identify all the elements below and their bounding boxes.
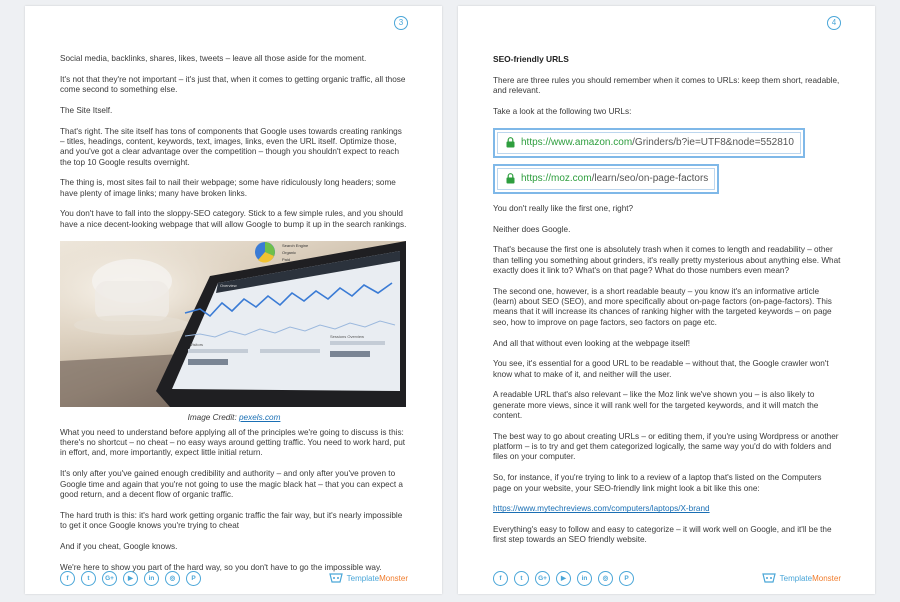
paragraph: Neither does Google. [493, 224, 571, 234]
page-footer [60, 571, 408, 587]
page-footer [493, 571, 841, 587]
caption-link[interactable]: pexels.com [239, 412, 281, 422]
paragraph: The thing is, most sites fail to nail their webpage; some have ridiculously long headers; some have plenty of image links; many have broken links. [60, 178, 396, 198]
instagram-icon[interactable]: ◎ [165, 571, 180, 586]
brand-name-part2: Monster [379, 573, 408, 583]
paragraph: The best way to go about creating URLs – or editing them, if you're using Wordpress or another platform – is to try and get them categorized logically, the same way you'd do with folders and files on your computer. [493, 431, 839, 462]
tablet-illustration [60, 241, 406, 407]
youtube-icon[interactable]: ▶ [556, 571, 571, 586]
brand-name-part1: Template [779, 573, 813, 583]
paragraph: The second one, however, is a short readable beauty – you know it's an informative article (learn) about SEO (SEO), and more specifically about on-page factors (on-page-factors). This means that it will increase its chances of ranking higher with the targeted keywords – on page seo, how to improve on page factors, seo factors on page etc. [493, 286, 832, 327]
social-icons [60, 571, 201, 586]
paragraph: There are three rules you should remember when it comes to URLs: keep them short, readable, and relevant. [493, 76, 840, 96]
google-plus-icon[interactable]: G+ [102, 571, 117, 586]
paragraph: It's only after you've gained enough credibility and authority – and only after you've proven to Google time and again that you're not going to use the magic black hat – that you can expect a good return, and a decent flow of organic traffic. [60, 469, 403, 499]
screen-label: Sessions Overview [330, 333, 365, 339]
page-content [60, 54, 408, 583]
lock-icon [506, 137, 515, 148]
monster-logo-icon [329, 573, 343, 583]
paragraph: You don't have to fall into the sloppy-SEO category. Stick to a few simple rules, and you should have a nice decent-looking webpage that will allow Google to bump it up in the search rankings. [60, 209, 407, 229]
screen-label: Paid [282, 256, 291, 262]
pinterest-icon[interactable]: P [186, 571, 201, 586]
facebook-icon[interactable]: f [493, 571, 508, 586]
pinterest-icon[interactable]: P [619, 571, 634, 586]
linkedin-icon[interactable]: in [144, 571, 159, 586]
paragraph: A readable URL that's also relevant – like the Moz link we've shown you – is also likely to generate more views, since it will rank well for the targeted keywords, and it will match the content. [493, 390, 819, 421]
paragraph: You don't really like the first one, right? [493, 203, 634, 213]
paragraph: You see, it's essential for a good URL to be readable – without that, the Google crawler won't know what to make of it, and neither will the user. [493, 359, 829, 379]
example-url-link[interactable]: https://www.mytechreviews.com/computers/laptops/X-brand [493, 504, 710, 514]
paragraph: That's because the first one is absolutely trash when it comes to length and readability – other than telling you something about grinders, it's really pretty mysterious about anything else. What exactly does it link to? What's on that page? What do those numbers even mean? [493, 245, 841, 276]
url-path: /Grinders/b?ie=UTF8&node=552810 [632, 137, 794, 149]
url-path: /learn/seo/on-page-factors [591, 173, 709, 185]
youtube-icon[interactable]: ▶ [123, 571, 138, 586]
paragraph: So, for instance, if you're trying to link to a review of a laptop that's listed on the Computers page on your website, your SEO-friendly link might look a bit like this one: [493, 473, 822, 493]
url-example-moz [493, 164, 719, 194]
lock-icon [506, 173, 515, 184]
caption-text: Image Credit: [187, 412, 239, 422]
page-content [493, 54, 841, 556]
paragraph: Everything's easy to follow and easy to categorize – it will work well on Google, and it'll be the first step towards an SEO friendly website. [493, 525, 832, 545]
brand-logo [329, 573, 408, 583]
document-page-3 [25, 6, 442, 594]
paragraph: It's not that they're not important – it's just that, when it comes to getting organic traffic, all those come second to something else. [60, 74, 406, 95]
paragraph: We're here to show you part of the hard way, so you don't have to go the impossible way. [60, 562, 382, 572]
paragraph: That's right. The site itself has tons of components that Google uses towards creating rankings – titles, headings, content, keywords, text, images, links, even the URL itself. Optimize those, and you've got a clear advantage over the competition – though you shouldn't expect to reach the top 10 Google results overnight. [60, 126, 402, 167]
brand-logo [762, 573, 841, 583]
screen-label: Overview [220, 282, 237, 288]
instagram-icon[interactable]: ◎ [598, 571, 613, 586]
monster-logo-icon [762, 573, 776, 583]
section-heading: SEO-friendly URLS [493, 54, 569, 64]
url-domain: https://www.amazon.com [521, 137, 633, 149]
document-page-4 [458, 6, 875, 594]
paragraph: The Site Itself. [60, 105, 113, 115]
url-domain: https://moz.com [521, 173, 592, 185]
paragraph: Social media, backlinks, shares, likes, tweets – leave all those aside for the moment. [60, 54, 367, 63]
google-plus-icon[interactable]: G+ [535, 571, 550, 586]
brand-name-part2: Monster [812, 573, 841, 583]
page-number: 4 [827, 16, 841, 30]
twitter-icon[interactable]: t [514, 571, 529, 586]
screen-label: Search Engine [282, 242, 309, 248]
example-link-paragraph [493, 504, 841, 514]
screen-label: Visitors [190, 341, 204, 347]
screen-label: Organic [282, 249, 297, 255]
paragraph: Take a look at the following two URLs: [493, 107, 632, 117]
paragraph: What you need to understand before applying all of the principles we're going to discuss is this: there's no shortcut – no cheat – no easy ways around getting traffic. You need to work hard, put in effort, and, more importantly, expect little initial return. [60, 427, 406, 458]
twitter-icon[interactable]: t [81, 571, 96, 586]
page-number: 3 [394, 16, 408, 30]
facebook-icon[interactable]: f [60, 571, 75, 586]
brand-name-part1: Template [346, 573, 380, 583]
paragraph: The hard truth is this: it's hard work getting organic traffic the fair way, but it's nearly impossible to get it once Google knows you're trying to cheat [60, 510, 403, 530]
image-caption [60, 413, 408, 423]
url-example-amazon [493, 128, 805, 158]
social-icons [493, 571, 634, 586]
linkedin-icon[interactable]: in [577, 571, 592, 586]
tablet-analytics-photo [60, 241, 406, 407]
paragraph: And all that without even looking at the webpage itself! [493, 338, 691, 348]
paragraph: And if you cheat, Google knows. [60, 541, 178, 551]
